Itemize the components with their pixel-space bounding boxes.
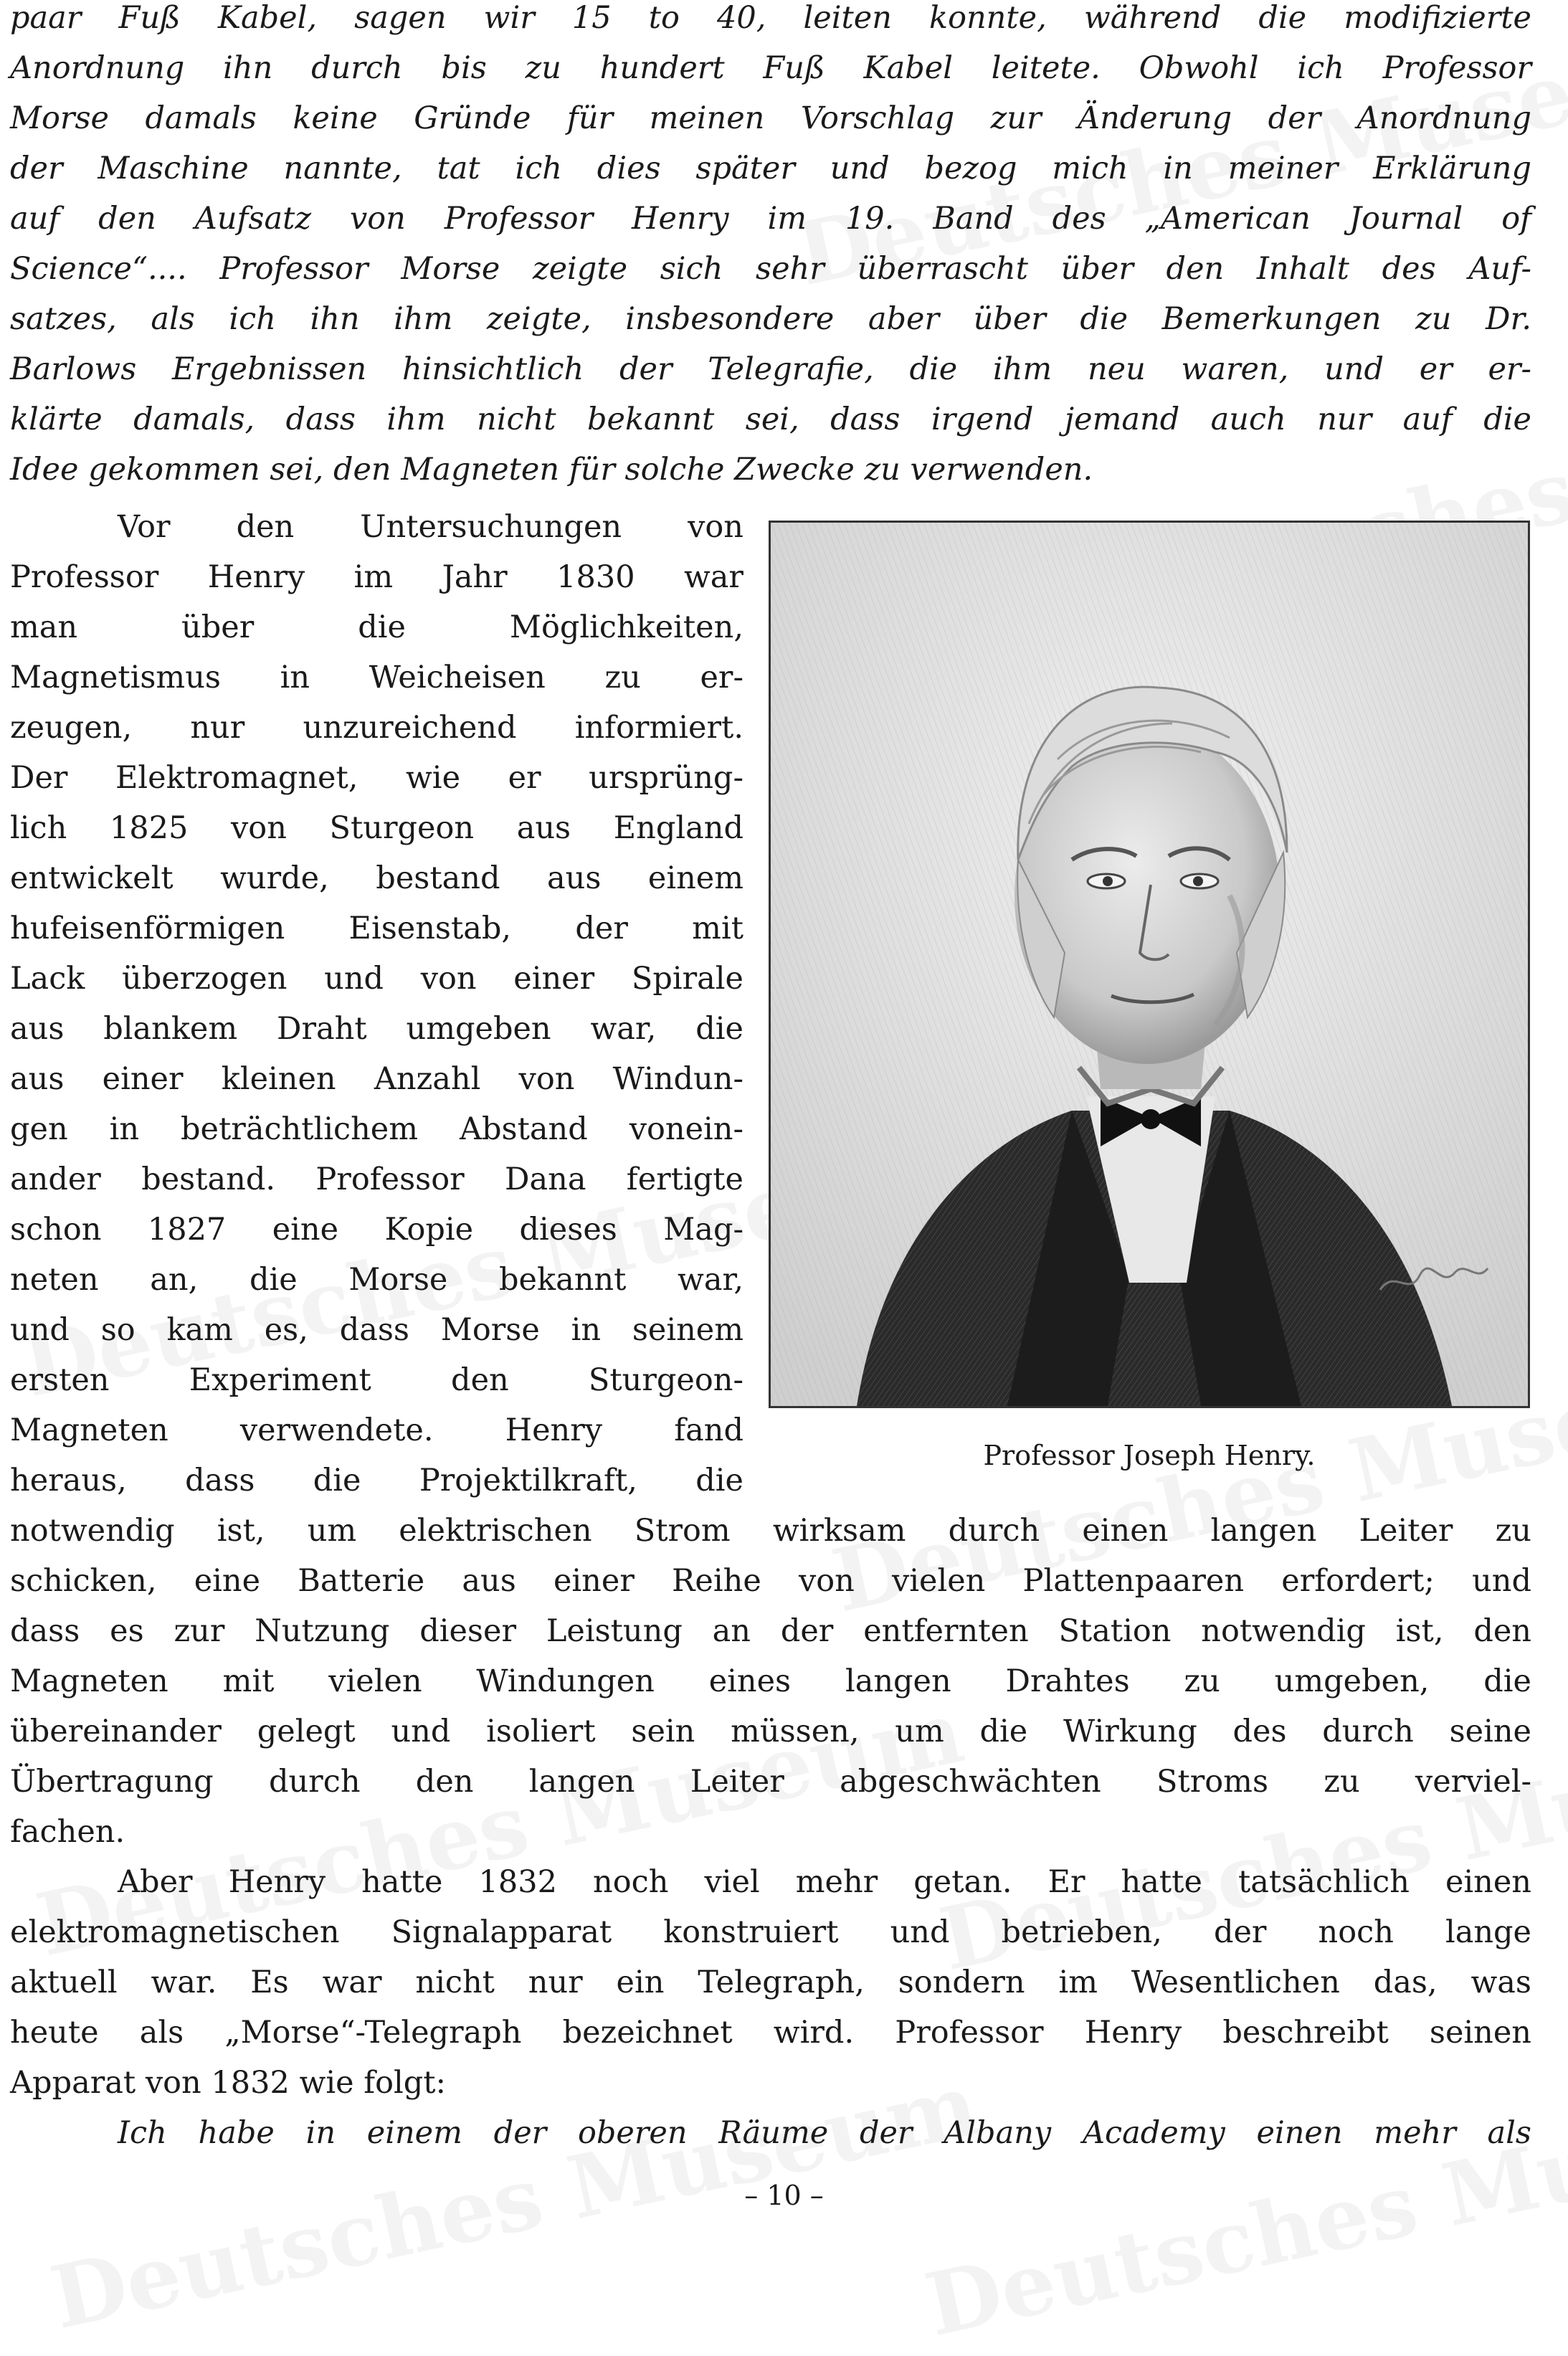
text-line: schicken, eine Batterie aus einer Reihe von vielen Plattenpaaren erfordert; und: [10, 1563, 1531, 1599]
text-line: neten an, die Morse bekannt war,: [10, 1262, 743, 1298]
text-line: gen in beträchtlichem Abstand vonein-: [10, 1111, 743, 1147]
text-line: aus einer kleinen Anzahl von Windun-: [10, 1061, 743, 1097]
text-line: Magnetismus in Weicheisen zu er-: [10, 660, 743, 695]
text-line: Magneten verwendete. Henry fand: [10, 1412, 743, 1448]
text-line: Science“.... Professor Morse zeigte sich sehr überrascht über den Inhalt des Auf-: [10, 251, 1531, 287]
text-line: ander bestand. Professor Dana fertigte: [10, 1162, 743, 1197]
text-line: Magneten mit vielen Windungen eines langen Drahtes zu umgeben, die: [10, 1663, 1531, 1699]
text-line: und so kam es, dass Morse in seinem: [10, 1312, 743, 1348]
text-line: Morse damals keine Gründe für meinen Vorschlag zur Änderung der Anordnung: [10, 100, 1531, 136]
text-line: klärte damals, dass ihm nicht bekannt sei, dass irgend jemand auch nur auf die: [10, 402, 1531, 437]
text-line: fachen.: [10, 1814, 125, 1850]
text-line: zeugen, nur unzureichend informiert.: [10, 710, 743, 746]
text-line: Lack überzogen und von einer Spirale: [10, 961, 743, 997]
text-line: hufeisenförmigen Eisenstab, der mit: [10, 911, 743, 946]
text-line: Professor Henry im Jahr 1830 war: [10, 559, 743, 595]
text-line: schon 1827 eine Kopie dieses Mag-: [10, 1212, 743, 1248]
text-line: Ich habe in einem der oberen Räume der Albany Academy einen mehr als: [118, 2115, 1531, 2151]
text-line: dass es zur Nutzung dieser Leistung an der entfernten Station notwendig ist, den: [10, 1613, 1531, 1649]
text-line: Apparat von 1832 wie folgt:: [10, 2065, 447, 2101]
text-line: heraus, dass die Projektilkraft, die: [10, 1463, 743, 1498]
figure-caption: Professor Joseph Henry.: [983, 1440, 1316, 1471]
text-line: übereinander gelegt und isoliert sein müssen, um die Wirkung des durch seine: [10, 1714, 1531, 1749]
text-line: aus blankem Draht umgeben war, die: [10, 1011, 743, 1047]
portrait-image: [769, 521, 1530, 1408]
page-number: – 10 –: [744, 2180, 824, 2211]
text-line: aktuell war. Es war nicht nur ein Telegraph, sondern im Wesentlichen das, was: [10, 1965, 1531, 2000]
text-line: Anordnung ihn durch bis zu hundert Fuß Kabel leitete. Obwohl ich Professor: [10, 50, 1531, 86]
portrait-engraving: [771, 523, 1528, 1406]
text-line: Barlows Ergebnissen hinsichtlich der Telegrafie, die ihm neu waren, und er er-: [10, 351, 1531, 387]
text-line: entwickelt wurde, bestand aus einem: [10, 860, 743, 896]
text-line: heute als „Morse“-Telegraph bezeichnet wird. Professor Henry beschreibt seinen: [10, 2015, 1531, 2051]
text-line: paar Fuß Kabel, sagen wir 15 to 40, leiten konnte, während die modifizierte: [10, 0, 1531, 36]
text-line: man über die Möglichkeiten,: [10, 609, 743, 645]
text-line: ersten Experiment den Sturgeon-: [10, 1362, 743, 1398]
text-line: Übertragung durch den langen Leiter abgeschwächten Stroms zu verviel-: [10, 1764, 1531, 1800]
text-line: Idee gekommen sei, den Magneten für solche Zwecke zu verwenden.: [10, 452, 1093, 488]
text-line: auf den Aufsatz von Professor Henry im 19. Band des „American Journal of: [10, 201, 1531, 237]
text-line: Vor den Untersuchungen von: [118, 509, 743, 545]
text-line: elektromagnetischen Signalapparat konstruiert und betrieben, der noch lange: [10, 1914, 1531, 1950]
text-line: Aber Henry hatte 1832 noch viel mehr getan. Er hatte tatsächlich einen: [118, 1864, 1531, 1900]
text-line: satzes, als ich ihn ihm zeigte, insbesondere aber über die Bemerkungen zu Dr.: [10, 301, 1531, 337]
text-line: der Maschine nannte, tat ich dies später und bezog mich in meiner Erklärung: [10, 151, 1531, 186]
text-line: Der Elektromagnet, wie er ursprüng-: [10, 760, 743, 796]
text-line: lich 1825 von Sturgeon aus England: [10, 810, 743, 846]
text-line: notwendig ist, um elektrischen Strom wirksam durch einen langen Leiter zu: [10, 1513, 1531, 1549]
